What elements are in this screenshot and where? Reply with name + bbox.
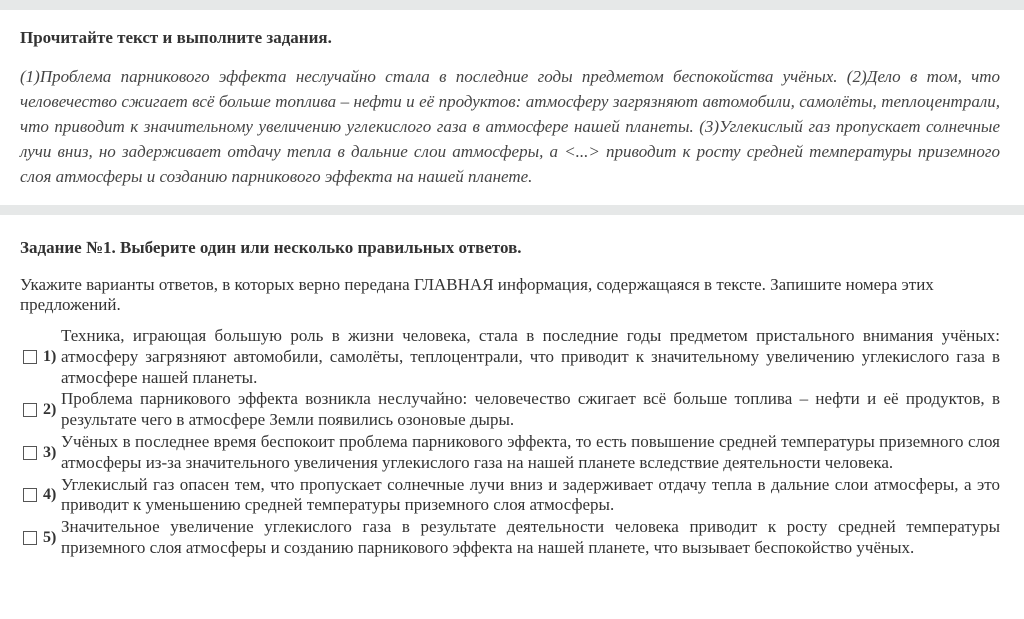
answer-option-3[interactable] bbox=[20, 432, 1000, 474]
task-section bbox=[0, 215, 1024, 559]
answer-checkbox-4[interactable] bbox=[23, 488, 37, 502]
answer-option-2[interactable] bbox=[20, 389, 1000, 431]
answer-checkbox-1[interactable] bbox=[23, 350, 37, 364]
answer-text-3: Учёных в последнее время беспокоит проблема парникового эффекта, то есть повышение средней температуры приземного слоя атмосферы из-за значительного увеличения углекислого газа на нашей планете вследствие деятельности человека. bbox=[61, 431, 1000, 472]
reading-passage: (1)Проблема парникового эффекта неслучайно стала в последние годы предметом беспокойства учёных. (2)Дело в том, что человечество сжигает всё больше топлива – нефти и её продуктов: атмосферу загрязняют автомобили, самолёты, теплоцентрали, что приводит к значительному увеличению углекислого газа в атмосфере нашей планеты. (3)Углекислый газ пропускает солнечные лучи вниз, но задерживает отдачу тепла в дальние слои атмосферы, а <...> приводит к росту средней температуры приземного слоя атмосферы и созданию парникового эффекта на нашей планете. bbox=[20, 67, 1000, 186]
answer-number-4: 4) bbox=[43, 486, 57, 504]
top-strip bbox=[0, 0, 1024, 10]
task-instruction: Укажите варианты ответов, в которых верно передана ГЛАВНАЯ информация, содержащаяся в тексте. Запишите номера этих предложений. bbox=[20, 275, 934, 314]
answer-text-1: Техника, играющая большую роль в жизни человека, стала в последние годы предметом пристального внимания учёных: атмосферу загрязняют автомобили, самолёты, теплоцентрали, что приводит к значительному увеличению углекислого газа в атмосфере нашей планеты. bbox=[61, 326, 1000, 387]
answer-text-4: Углекислый газ опасен тем, что пропускает солнечные лучи вниз и задерживает отдачу тепла в дальние слои атмосферы, а это приводит к уменьшению средней температуры приземного слоя атмосферы. bbox=[61, 474, 1000, 515]
answer-text-2: Проблема парникового эффекта возникла неслучайно: человечество сжигает всё больше топлива – нефти и её продуктов, в результате чего в атмосфере Земли появились озоновые дыры. bbox=[61, 389, 1000, 430]
answer-checkbox-2[interactable] bbox=[23, 403, 37, 417]
answer-checkbox-5[interactable] bbox=[23, 531, 37, 545]
answer-number-1: 1) bbox=[43, 348, 57, 366]
reading-section bbox=[0, 10, 1024, 205]
answer-text-5: Значительное увеличение углекислого газа в результате деятельности человека приводит к росту средней температуры приземного слоя атмосферы и созданию парникового эффекта на нашей планете, что вызывает беспокойство учёных. bbox=[61, 517, 1000, 557]
answer-number-2: 2) bbox=[43, 401, 57, 419]
answer-number-3: 3) bbox=[43, 443, 57, 461]
answer-checkbox-3[interactable] bbox=[23, 446, 37, 460]
answer-option-4[interactable] bbox=[20, 475, 1000, 517]
task-title: Задание №1. Выберите один или несколько правильных ответов. bbox=[20, 238, 522, 257]
section-divider bbox=[0, 205, 1024, 215]
reading-heading: Прочитайте текст и выполните задания. bbox=[20, 28, 332, 47]
answer-option-1[interactable] bbox=[20, 326, 1000, 388]
answer-number-5: 5) bbox=[43, 528, 57, 546]
answer-options bbox=[20, 326, 1000, 559]
answer-option-5[interactable] bbox=[20, 517, 1000, 559]
